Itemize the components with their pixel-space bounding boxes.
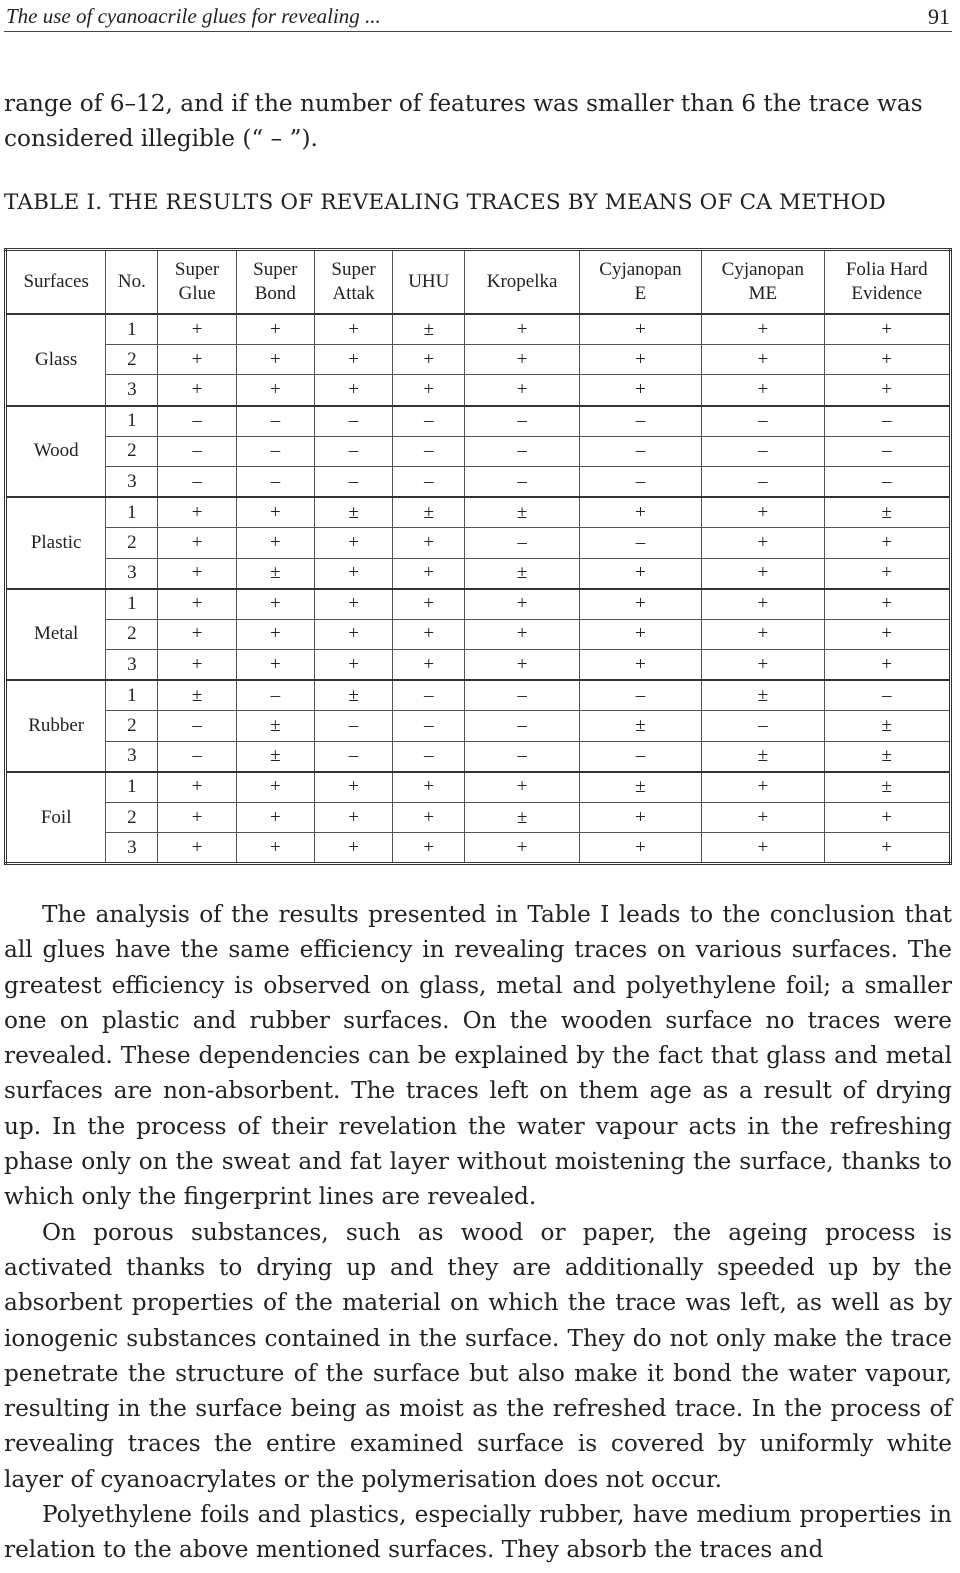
result-cell: + <box>579 619 701 649</box>
column-header-line1: Super <box>174 259 220 280</box>
result-cell: + <box>158 558 236 589</box>
result-cell: + <box>236 497 314 528</box>
result-cell: – <box>314 711 392 741</box>
result-cell: + <box>236 345 314 375</box>
result-cell: + <box>579 314 701 345</box>
results-table <box>4 248 952 865</box>
result-cell: + <box>702 589 824 620</box>
table-row <box>6 680 951 711</box>
result-cell: ± <box>314 680 392 711</box>
result-cell: – <box>465 528 579 558</box>
result-cell: ± <box>393 497 465 528</box>
result-cell: + <box>236 803 314 833</box>
result-cell: + <box>465 772 579 803</box>
table-row <box>6 803 951 833</box>
result-cell: + <box>579 345 701 375</box>
result-cell: + <box>314 528 392 558</box>
result-cell: ± <box>579 711 701 741</box>
result-cell: + <box>158 375 236 406</box>
result-cell: + <box>824 619 951 649</box>
result-cell: – <box>314 406 392 437</box>
result-cell: + <box>702 375 824 406</box>
column-header <box>702 250 824 315</box>
column-header <box>465 250 579 315</box>
result-cell: + <box>702 833 824 864</box>
result-cell: + <box>393 589 465 620</box>
result-cell: + <box>158 803 236 833</box>
result-cell: ± <box>158 680 236 711</box>
table-caption: TABLE I. THE RESULTS OF REVEALING TRACES BY MEANS OF CA METHOD <box>4 190 886 215</box>
column-header-line2: Attak <box>332 283 375 304</box>
result-cell: + <box>393 772 465 803</box>
result-cell: – <box>824 466 951 497</box>
sample-number: 3 <box>106 466 158 497</box>
result-cell: – <box>824 680 951 711</box>
surface-label: Metal <box>6 589 106 681</box>
column-header <box>106 250 158 315</box>
result-cell: + <box>465 375 579 406</box>
result-cell: – <box>702 711 824 741</box>
sample-number: 3 <box>106 833 158 864</box>
result-cell: + <box>158 314 236 345</box>
table-row <box>6 589 951 620</box>
column-header <box>314 250 392 315</box>
sample-number: 3 <box>106 558 158 589</box>
result-cell: – <box>579 406 701 437</box>
result-cell: + <box>824 558 951 589</box>
result-cell: – <box>579 741 701 772</box>
result-cell: – <box>465 711 579 741</box>
column-header-line1: Super <box>253 259 298 280</box>
result-cell: + <box>314 803 392 833</box>
result-cell: + <box>465 314 579 345</box>
table-row <box>6 436 951 466</box>
sample-number: 1 <box>106 772 158 803</box>
result-cell: + <box>702 558 824 589</box>
table-row <box>6 772 951 803</box>
result-cell: + <box>702 528 824 558</box>
result-cell: + <box>824 345 951 375</box>
result-cell: + <box>702 619 824 649</box>
result-cell: + <box>314 558 392 589</box>
sample-number: 3 <box>106 375 158 406</box>
result-cell: – <box>236 436 314 466</box>
result-cell: ± <box>393 314 465 345</box>
result-cell: – <box>393 711 465 741</box>
result-cell: – <box>236 406 314 437</box>
result-cell: + <box>158 497 236 528</box>
result-cell: ± <box>824 497 951 528</box>
result-cell: + <box>158 528 236 558</box>
sample-number: 2 <box>106 345 158 375</box>
table-body <box>6 314 951 864</box>
column-header-line2: E <box>634 283 647 304</box>
table-row <box>6 650 951 681</box>
result-cell: + <box>314 619 392 649</box>
result-cell: – <box>393 406 465 437</box>
body-text <box>4 897 952 1568</box>
column-header-line2: ME <box>748 283 778 304</box>
result-cell: – <box>579 528 701 558</box>
result-cell: + <box>158 589 236 620</box>
table-row <box>6 711 951 741</box>
result-cell: – <box>465 436 579 466</box>
column-header-line1: No. <box>117 271 146 292</box>
table-row <box>6 558 951 589</box>
result-cell: – <box>465 466 579 497</box>
result-cell: – <box>824 406 951 437</box>
sample-number: 1 <box>106 406 158 437</box>
table-row <box>6 466 951 497</box>
result-cell: – <box>393 466 465 497</box>
sample-number: 1 <box>106 589 158 620</box>
result-cell: – <box>702 436 824 466</box>
result-cell: + <box>465 619 579 649</box>
result-cell: – <box>158 406 236 437</box>
table-row <box>6 375 951 406</box>
table-row <box>6 741 951 772</box>
result-cell: + <box>702 497 824 528</box>
result-cell: + <box>824 528 951 558</box>
result-cell: + <box>236 528 314 558</box>
header-row <box>6 250 951 315</box>
paragraph-3: Polyethylene foils and plastics, especially rubber, have medium properties in relation to the above mentioned surfaces. They absorb the traces and <box>4 1501 952 1564</box>
column-header-line1: Folia Hard <box>845 259 928 280</box>
column-header-line1: Surfaces <box>23 271 89 292</box>
table-row <box>6 619 951 649</box>
result-cell: – <box>158 741 236 772</box>
result-cell: + <box>314 833 392 864</box>
result-cell: + <box>158 650 236 681</box>
result-cell: – <box>158 466 236 497</box>
result-cell: + <box>579 497 701 528</box>
surface-label: Plastic <box>6 497 106 589</box>
result-cell: ± <box>579 772 701 803</box>
result-cell: + <box>465 650 579 681</box>
surface-label: Wood <box>6 406 106 498</box>
result-cell: ± <box>824 741 951 772</box>
result-cell: + <box>579 589 701 620</box>
result-cell: + <box>158 619 236 649</box>
result-cell: – <box>465 406 579 437</box>
result-cell: + <box>393 650 465 681</box>
result-cell: – <box>579 680 701 711</box>
result-cell: + <box>393 558 465 589</box>
result-cell: ± <box>236 741 314 772</box>
result-cell: + <box>236 314 314 345</box>
result-cell: – <box>824 436 951 466</box>
result-cell: + <box>314 772 392 803</box>
result-cell: + <box>579 375 701 406</box>
sample-number: 2 <box>106 803 158 833</box>
result-cell: + <box>314 589 392 620</box>
result-cell: + <box>314 345 392 375</box>
result-cell: + <box>236 375 314 406</box>
result-cell: ± <box>314 497 392 528</box>
table-header <box>6 250 951 315</box>
result-cell: – <box>314 741 392 772</box>
result-cell: + <box>465 345 579 375</box>
result-cell: – <box>393 436 465 466</box>
column-header <box>236 250 314 315</box>
result-cell: – <box>465 741 579 772</box>
result-cell: + <box>824 375 951 406</box>
result-cell: + <box>236 650 314 681</box>
result-cell: + <box>702 314 824 345</box>
result-cell: + <box>236 619 314 649</box>
column-header <box>6 250 106 315</box>
table-row <box>6 528 951 558</box>
result-cell: – <box>702 466 824 497</box>
result-cell: + <box>314 375 392 406</box>
surface-label: Foil <box>6 772 106 864</box>
table-row <box>6 833 951 864</box>
result-cell: + <box>393 345 465 375</box>
column-header-line2: Bond <box>254 283 296 304</box>
result-cell: ± <box>465 558 579 589</box>
result-cell: + <box>702 345 824 375</box>
column-header <box>579 250 701 315</box>
sample-number: 2 <box>106 436 158 466</box>
result-cell: + <box>465 833 579 864</box>
result-cell: + <box>393 833 465 864</box>
column-header-line2: Glue <box>178 283 216 304</box>
column-header-line2: Evidence <box>851 283 923 304</box>
table-row <box>6 314 951 345</box>
result-cell: + <box>824 314 951 345</box>
sample-number: 2 <box>106 711 158 741</box>
result-cell: + <box>824 803 951 833</box>
result-cell: – <box>158 436 236 466</box>
column-header-line1: Cyjanopan <box>721 259 804 280</box>
result-cell: + <box>702 803 824 833</box>
sample-number: 2 <box>106 619 158 649</box>
column-header-line1: Super <box>331 259 376 280</box>
result-cell: – <box>236 466 314 497</box>
result-cell: + <box>824 833 951 864</box>
column-header-line1: Kropelka <box>486 271 558 292</box>
result-cell: – <box>465 680 579 711</box>
result-cell: – <box>314 436 392 466</box>
result-cell: ± <box>465 497 579 528</box>
result-cell: + <box>579 803 701 833</box>
result-cell: + <box>702 772 824 803</box>
result-cell: + <box>158 345 236 375</box>
result-cell: ± <box>824 711 951 741</box>
sample-number: 1 <box>106 314 158 345</box>
result-cell: + <box>236 772 314 803</box>
result-cell: ± <box>824 772 951 803</box>
result-cell: ± <box>465 803 579 833</box>
sample-number: 3 <box>106 741 158 772</box>
running-title: The use of cyanoacrile glues for revealing ... <box>6 4 381 28</box>
result-cell: + <box>314 314 392 345</box>
column-header <box>158 250 236 315</box>
paragraph-1: The analysis of the results presented in Table I leads to the conclusion that all glues have the same efficiency in revealing traces on various surfaces. The greatest efficiency is observed on glass, metal and polyethylene foil; a smaller one on plastic and rubber surfaces. On the wooden surface no traces were revealed. These dependencies can be explained by the fact that glass and metal surfaces are non-absorbent. The traces left on them age as a result of drying up. In the process of their revelation the water vapour acts in the refreshing phase only on the sweat and fat layer without moistening the surface, thanks to which only the fingerprint lines are revealed. <box>4 901 952 1211</box>
surface-label: Rubber <box>6 680 106 772</box>
sample-number: 1 <box>106 680 158 711</box>
result-cell: – <box>579 436 701 466</box>
column-header-line1: Cyjanopan <box>599 259 682 280</box>
intro-paragraph: range of 6–12, and if the number of features was smaller than 6 the trace was considered illegible (“ – ”). <box>4 90 923 152</box>
result-cell: + <box>579 833 701 864</box>
table-row <box>6 406 951 437</box>
result-cell: + <box>393 528 465 558</box>
result-cell: – <box>579 466 701 497</box>
result-cell: + <box>579 558 701 589</box>
result-cell: + <box>393 375 465 406</box>
sample-number: 1 <box>106 497 158 528</box>
result-cell: + <box>702 650 824 681</box>
result-cell: ± <box>702 741 824 772</box>
table-row <box>6 497 951 528</box>
table-row <box>6 345 951 375</box>
column-header <box>393 250 465 315</box>
result-cell: – <box>236 680 314 711</box>
result-cell: – <box>702 406 824 437</box>
result-cell: + <box>465 589 579 620</box>
result-cell: – <box>158 711 236 741</box>
result-cell: + <box>236 589 314 620</box>
result-cell: ± <box>236 711 314 741</box>
result-cell: ± <box>702 680 824 711</box>
result-cell: + <box>824 650 951 681</box>
paragraph-2: On porous substances, such as wood or paper, the ageing process is activated thanks to drying up and they are additionally speeded up by the absorbent properties of the material on which the trace was left, as well as by ionogenic substances contained in the surface. They do not only make the trace penetrate the structure of the surface but also make it bond the water vapour, resulting in the surface being as moist as the refreshed trace. In the process of revealing traces the entire examined surface is covered by uniformly white layer of cyanoacrylates or the polymerisation does not occur. <box>4 1218 952 1493</box>
result-cell: + <box>158 833 236 864</box>
result-cell: + <box>393 619 465 649</box>
result-cell: + <box>314 650 392 681</box>
page-number: 91 <box>928 4 950 29</box>
column-header <box>824 250 951 315</box>
running-header <box>4 3 952 32</box>
result-cell: + <box>393 803 465 833</box>
column-header-line1: UHU <box>408 271 450 292</box>
sample-number: 2 <box>106 528 158 558</box>
result-cell: + <box>824 589 951 620</box>
result-cell: – <box>393 680 465 711</box>
surface-label: Glass <box>6 314 106 406</box>
result-cell: – <box>393 741 465 772</box>
result-cell: – <box>314 466 392 497</box>
sample-number: 3 <box>106 650 158 681</box>
result-cell: + <box>579 650 701 681</box>
result-cell: + <box>236 833 314 864</box>
result-cell: + <box>158 772 236 803</box>
result-cell: ± <box>236 558 314 589</box>
